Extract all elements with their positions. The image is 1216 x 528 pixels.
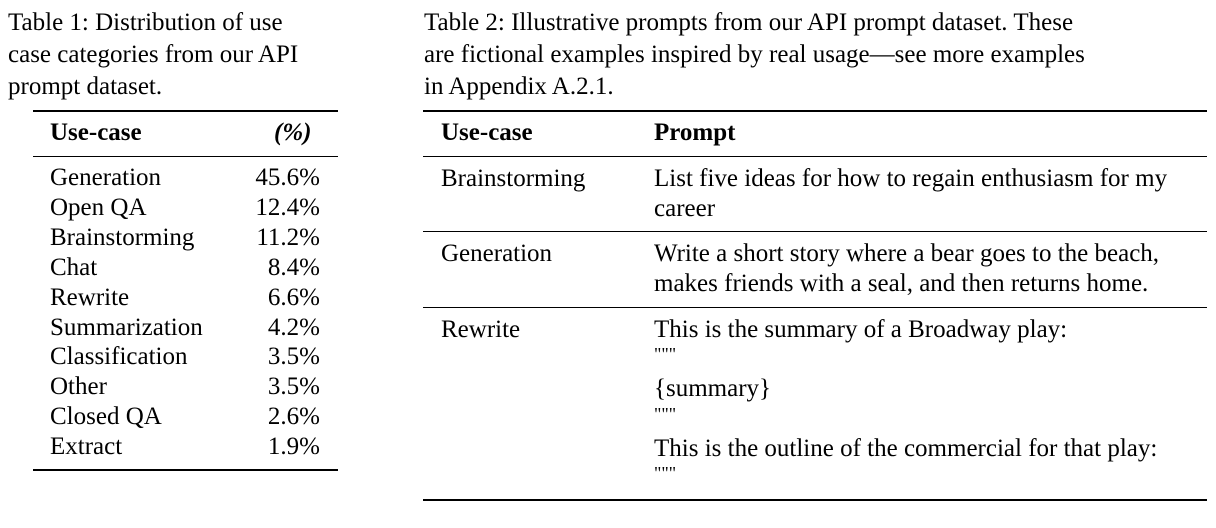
table1-row-usecase: Rewrite bbox=[50, 284, 130, 311]
table1-row-percent: 11.2% bbox=[256, 224, 320, 251]
table1-row-usecase: Summarization bbox=[50, 314, 203, 341]
table1-header-percent: (%) bbox=[274, 119, 312, 146]
table1-row-usecase: Other bbox=[50, 373, 107, 400]
table1-header-rule bbox=[33, 156, 338, 157]
table1-row-usecase: Extract bbox=[50, 433, 123, 460]
table2-caption-line: in Appendix A.2.1. bbox=[424, 73, 614, 100]
table2-caption-line: Table 2: Illustrative prompts from our API prompt dataset. These bbox=[424, 9, 1074, 36]
table1-row-percent: 3.5% bbox=[267, 343, 320, 370]
table2-bottom-rule bbox=[423, 499, 1207, 501]
table2-header-prompt: Prompt bbox=[654, 119, 736, 146]
table1-header-usecase: Use-case bbox=[50, 119, 142, 146]
table2-row-prompt-line: makes friends with a seal, and then returns home. bbox=[654, 270, 1149, 297]
table2-top-rule bbox=[423, 110, 1207, 112]
table1-row-usecase: Brainstorming bbox=[50, 224, 195, 251]
table1-row-usecase: Generation bbox=[50, 164, 162, 191]
table1-row-percent: 1.9% bbox=[267, 433, 320, 460]
table2-row-usecase: Generation bbox=[441, 240, 553, 267]
table2-header-usecase: Use-case bbox=[441, 119, 533, 146]
table1-row-percent: 6.6% bbox=[267, 284, 320, 311]
table2-row-prompt-line: This is the summary of a Broadway play: bbox=[654, 316, 1068, 343]
table1-caption-line: Table 1: Distribution of use bbox=[8, 9, 283, 36]
table2-caption-line: are fictional examples inspired by real usage—see more examples bbox=[424, 41, 1085, 68]
table2-row-rule bbox=[423, 307, 1207, 308]
table1-row-percent: 8.4% bbox=[267, 254, 320, 281]
table1-row-usecase: Closed QA bbox=[50, 403, 162, 430]
table2-row-prompt-line: """ bbox=[654, 344, 677, 364]
table1-bottom-rule bbox=[33, 469, 338, 471]
table1-caption-line: prompt dataset. bbox=[8, 73, 163, 100]
table2-row-prompt-line: This is the outline of the commercial for that play: bbox=[654, 435, 1158, 462]
table2-row-usecase: Brainstorming bbox=[441, 165, 586, 192]
table1-row-percent: 3.5% bbox=[267, 373, 320, 400]
table1-row-usecase: Open QA bbox=[50, 194, 147, 221]
table1-caption-line: case categories from our API bbox=[8, 41, 299, 68]
table2-row-prompt-line: {summary} bbox=[654, 375, 772, 402]
table1-row-usecase: Classification bbox=[50, 343, 188, 370]
table1-row-percent: 4.2% bbox=[267, 314, 320, 341]
table2-row-prompt-line: Write a short story where a bear goes to the beach, bbox=[654, 240, 1160, 267]
table2-row-prompt-line: career bbox=[654, 195, 716, 222]
table1-top-rule bbox=[33, 110, 338, 112]
table2-row-prompt-line: List five ideas for how to regain enthusiasm for my bbox=[654, 165, 1168, 192]
table2-row-prompt-line: """ bbox=[654, 404, 677, 424]
table1-row-percent: 45.6% bbox=[255, 164, 320, 191]
table1-row-percent: 2.6% bbox=[267, 403, 320, 430]
table2-header-rule bbox=[423, 156, 1207, 157]
table1-row-percent: 12.4% bbox=[255, 194, 320, 221]
table2-row-usecase: Rewrite bbox=[441, 316, 521, 343]
table2-row-prompt-line: """ bbox=[654, 463, 677, 483]
table2-row-rule bbox=[423, 231, 1207, 232]
table1-row-usecase: Chat bbox=[50, 254, 98, 281]
